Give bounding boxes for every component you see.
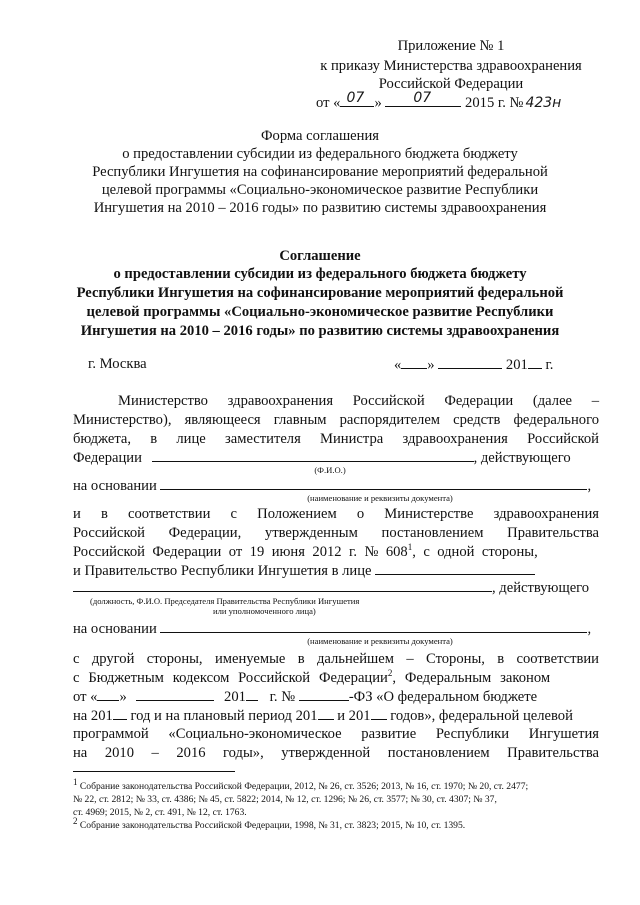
footnote-2-mark: 2 [73,815,78,826]
p2-decree-date: Российской Федерации от 19 июня 2012 г. № 608 [73,544,408,560]
basis-document-field[interactable] [160,476,587,490]
day-field [340,90,374,107]
chair-caption-line2: или уполномоченного лица) [213,606,316,616]
open-quote: « [394,357,402,373]
basis-label: на основании [73,478,157,494]
planning-year1-field[interactable] [318,706,334,720]
chair-caption-line1: (должность, Ф.И.О. Председателя Правительства Республики Ингушетия [90,596,360,606]
month-blank [438,355,502,369]
p3-federal-program: годов», федеральной целевой [390,708,573,724]
footnote-ref-1[interactable]: 1 [407,542,413,553]
form-title-line5: Ингушетия на 2010 – 2016 годы» по развитию системы здравоохранения [93,200,547,216]
close-quote: » [427,357,435,373]
p1-line2: Министерство), являющееся главным распорядителем средств федерального [73,412,599,428]
basis-caption: (наименование и реквизиты документа) [307,493,453,503]
p3-line2 [73,669,599,687]
agreement-title-line3: Республики Ингушетия на софинансирование мероприятий федеральной [76,285,564,301]
agreement-date-line [394,355,553,374]
footnote-separator [73,771,235,772]
p3-line6: на 2010 – 2016 годы», утвержденной постановлением Правительства [73,745,599,761]
p3-planning-period: год и на плановый период 201 [130,708,318,724]
p3-line5: программой «Социально-экономическое развитие Республики Ингушетия [73,726,599,742]
p3-line1: с другой стороны, именуемые в дальнейшем – Стороны, в соответствии [73,651,599,667]
p3-number-label: г. № [269,689,296,705]
law-year-field[interactable] [246,687,258,701]
month-field [385,90,461,107]
law-month-field[interactable] [136,687,214,701]
p3-line4 [73,706,573,725]
footnote-2-line1 [73,815,466,832]
date-prefix: от « [316,95,341,111]
p2-line5 [73,578,589,597]
fio-caption: (Ф.И.О.) [314,465,346,475]
chair-field-part1[interactable] [375,561,535,575]
p2-line2: Российской Федерации, утвержденным постановлением Правительства [73,525,599,541]
day-close-quote: » [374,95,382,111]
form-title-line2: о предоставлении субсидии из федерального бюджета бюджету [122,146,518,162]
basis2-label: на основании [73,621,157,637]
p1-acting: , действующего [473,450,571,466]
form-title-line1: Форма соглашения [261,128,379,144]
p2-one-side: , с одной стороны, [412,544,538,560]
agreement-title-line5: Ингушетия на 2010 – 2016 годы» по развитию системы здравоохранения [80,323,560,339]
order-reference: к приказу Министерства здравоохранения [320,58,582,74]
appendix-label: Приложение № 1 [397,38,505,54]
year-number-text: 2015 г. № [465,95,524,111]
p1-line1: Министерство здравоохранения Российской Федерации (далее – [118,393,599,409]
law-day-field[interactable] [97,687,119,701]
p1-line3: бюджета, в лице заместителя Министра здравоохранения Российской [73,431,599,447]
day-handwritten: 07 [346,90,365,106]
agreement-title-line2: о предоставлении субсидии из федерального бюджета бюджету [113,266,527,282]
p2-acting: , действующего [492,580,590,596]
city: г. Москва [88,356,147,372]
form-title-line3: Республики Ингушетия на софинансирование мероприятий федеральной [92,164,548,180]
footnote-1-text1: Собрание законодательства Российской Федерации, 2012, № 26, ст. 3526; 2013, № 16, ст. 1970; № 20, ст. 2477; [79,781,529,792]
p3-on-year: на 201 [73,708,113,724]
p2-line1: и в соответствии с Положением о Министерстве здравоохранения [73,506,599,522]
year-suffix: г. [545,357,554,373]
p3-law-title: -ФЗ «О федеральном бюджете [348,689,538,705]
agreement-title-line1: Соглашение [279,248,361,264]
p2-government: и Правительство Республики Ингушетия в лице [73,563,372,579]
form-title-line4: целевой программы «Социально-экономическое развитие Республики [101,182,539,198]
p3-from: от « [73,689,98,705]
order-date-line [316,90,562,112]
footnote-1-line2: № 22, ст. 2812; № 33, ст. 4386; № 45, ст. 5822; 2014, № 12, ст. 1296; № 26, ст. 3577; № 30, ст. 4307; № 37, [73,794,497,805]
ministry-federation: Российской Федерации [378,76,524,92]
p1-federation: Федерации [73,450,142,466]
law-number-field[interactable] [299,687,349,701]
planning-year2-field[interactable] [371,706,387,720]
basis2-document-field[interactable] [160,619,587,633]
basis2-comma: , [587,621,592,637]
p3-federal-law: , Федеральным законом [392,670,551,686]
day-blank [401,355,427,369]
p2-line3 [73,543,599,561]
p3-line3 [73,687,537,706]
year-blank [528,355,542,369]
month-handwritten: 07 [413,90,432,106]
p3-and: и 201 [337,708,371,724]
p3-budget-code: с Бюджетным кодексом Российской Федерации [73,670,388,686]
footnote-1-line3: ст. 4969; 2015, № 2, ст. 491, № 12, ст. 1763. [73,807,247,818]
basis-comma: , [587,478,592,494]
basis2-caption: (наименование и реквизиты документа) [307,636,453,646]
footnote-2-text: Собрание законодательства Российской Федерации, 1998, № 31, ст. 3823; 2015, № 10, ст. 1395. [79,820,466,831]
footnote-1-mark: 1 [73,776,78,787]
agreement-title-line4: целевой программы «Социально-экономическое развитие Республики [86,304,554,320]
order-number-handwritten: 423н [525,95,562,111]
year-prefix: 201 [505,357,528,373]
footnote-ref-2[interactable]: 2 [387,668,393,679]
chair-field-part2[interactable] [73,578,492,592]
deputy-minister-name-field[interactable] [152,448,474,462]
budget-year-field[interactable] [113,706,127,720]
p3-quote-close: » [119,689,127,705]
footnote-1-line1 [73,776,529,793]
p3-year-prefix: 201 [224,689,246,705]
